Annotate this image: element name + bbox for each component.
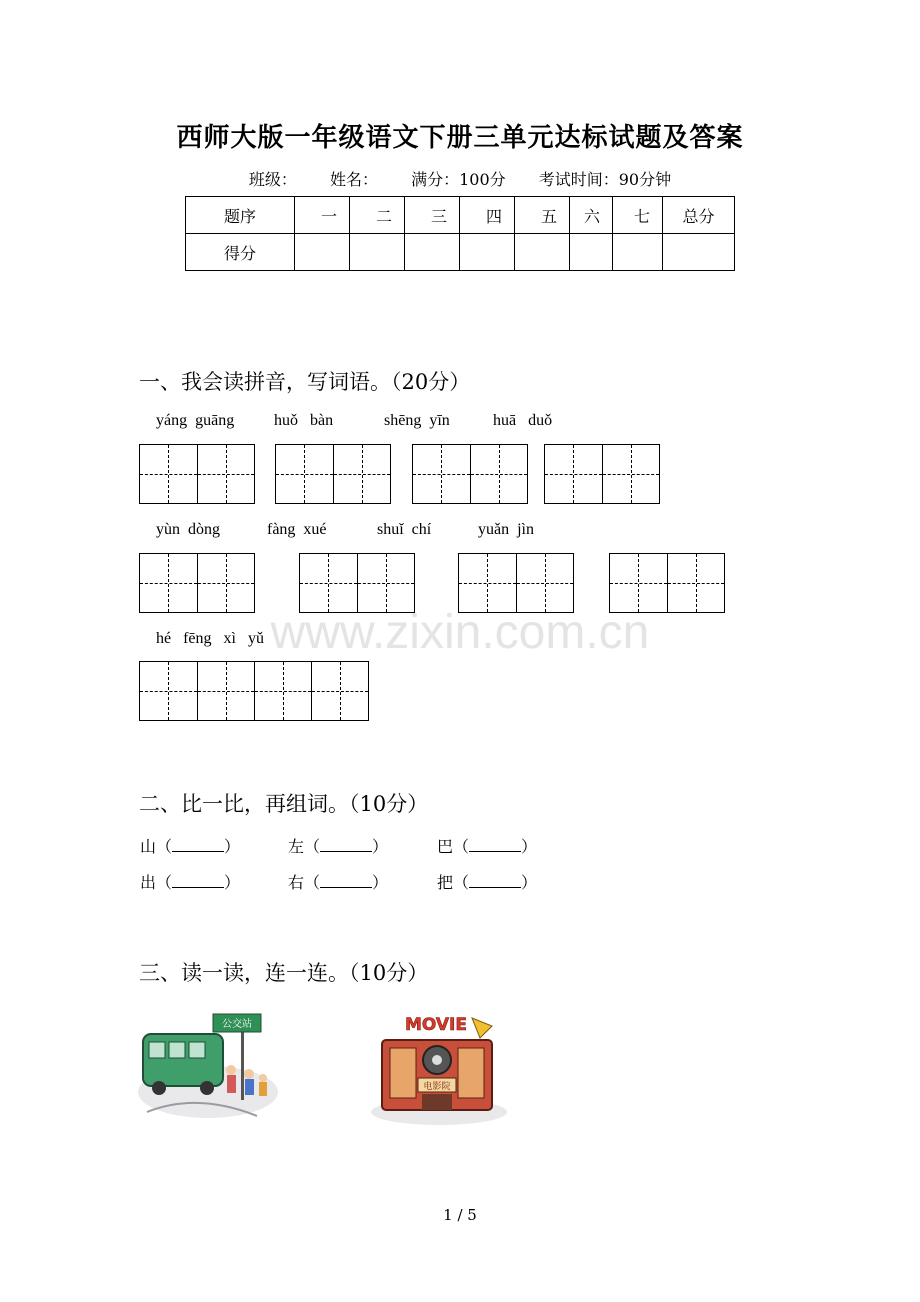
score-cell[interactable]	[663, 234, 735, 271]
row-label: 得分	[186, 234, 295, 271]
answer-blank[interactable]	[320, 873, 372, 888]
header-cell: 题序	[186, 197, 295, 234]
compare-char: 右（	[288, 873, 321, 892]
header-cell: 二	[350, 197, 405, 234]
score-cell[interactable]	[350, 234, 405, 271]
compare-item	[437, 870, 537, 893]
pinyin-label: shēng yīn	[384, 412, 450, 429]
answer-blank[interactable]	[469, 837, 521, 852]
section2-heading: 二、比一比，再组词。（10分）	[139, 792, 429, 816]
close-paren: ）	[521, 873, 538, 892]
tianzige-box[interactable]	[299, 553, 415, 613]
header-cell: 五	[515, 197, 570, 234]
exam-time: 考试时间：90分钟	[538, 170, 672, 189]
compare-char: 山（	[140, 837, 173, 856]
compare-item	[140, 870, 240, 893]
tianzige-box[interactable]	[544, 444, 660, 504]
answer-blank[interactable]	[172, 837, 224, 852]
header-cell: 一	[295, 197, 350, 234]
bus-stop-sign: 公交站	[222, 1019, 252, 1030]
score-cell[interactable]	[570, 234, 613, 271]
pinyin-label: yuǎn jìn	[478, 521, 534, 538]
pinyin-label: shuǐ chí	[377, 521, 432, 538]
header-cell: 七	[613, 197, 663, 234]
tianzige-box[interactable]	[458, 553, 574, 613]
header-cell: 四	[460, 197, 515, 234]
close-paren: ）	[224, 837, 241, 856]
page-title: 西师大版一年级语文下册三单元达标试题及答案	[176, 123, 744, 153]
movie-sign: MOVIE	[404, 1015, 468, 1035]
compare-item	[437, 834, 537, 857]
close-paren: ）	[521, 837, 538, 856]
pinyin-label: fàng xué	[267, 521, 327, 538]
score-table-header-row	[186, 197, 735, 234]
bus-stop-picture[interactable]	[137, 1012, 279, 1120]
score-cell[interactable]	[460, 234, 515, 271]
compare-char: 巴（	[437, 837, 470, 856]
score-table	[185, 196, 735, 271]
close-paren: ）	[372, 873, 389, 892]
header-cell: 三	[405, 197, 460, 234]
pinyin-label: yùn dòng	[156, 521, 220, 538]
section3-heading: 三、读一读，连一连。（10分）	[139, 961, 429, 985]
class-label: 班级：	[248, 170, 297, 189]
tianzige-box[interactable]	[139, 661, 369, 721]
tianzige-box[interactable]	[412, 444, 528, 504]
full-score: 满分：100分	[411, 170, 506, 189]
name-label: 姓名：	[329, 170, 378, 189]
tianzige-box[interactable]	[609, 553, 725, 613]
score-table-score-row	[186, 234, 735, 271]
watermark: www.zixin.com.cn	[270, 606, 650, 659]
pinyin-label: hé fēng xì yǔ	[156, 630, 264, 647]
page-number: 1 / 5	[443, 1206, 477, 1224]
cinema-sign: 电影院	[423, 1082, 451, 1092]
header-cell: 六	[570, 197, 613, 234]
pinyin-label: huā duǒ	[493, 412, 553, 429]
cinema-picture[interactable]	[368, 1008, 510, 1126]
close-paren: ）	[372, 837, 389, 856]
tianzige-box[interactable]	[139, 553, 255, 613]
section1-heading: 一、我会读拼音，写词语。（20分）	[139, 370, 471, 394]
pinyin-label: huǒ bàn	[274, 412, 334, 429]
compare-char: 左（	[288, 837, 321, 856]
close-paren: ）	[224, 873, 241, 892]
compare-item	[140, 834, 240, 857]
compare-item	[288, 870, 388, 893]
compare-item	[288, 834, 388, 857]
answer-blank[interactable]	[172, 873, 224, 888]
score-cell[interactable]	[295, 234, 350, 271]
score-cell[interactable]	[515, 234, 570, 271]
score-cell[interactable]	[405, 234, 460, 271]
answer-blank[interactable]	[320, 837, 372, 852]
compare-char: 出（	[140, 873, 173, 892]
tianzige-box[interactable]	[139, 444, 255, 504]
answer-blank[interactable]	[469, 873, 521, 888]
pinyin-label: yáng guāng	[156, 412, 235, 429]
exam-info	[0, 167, 920, 190]
score-cell[interactable]	[613, 234, 663, 271]
compare-char: 把（	[437, 873, 470, 892]
tianzige-box[interactable]	[275, 444, 391, 504]
header-cell: 总分	[663, 197, 735, 234]
